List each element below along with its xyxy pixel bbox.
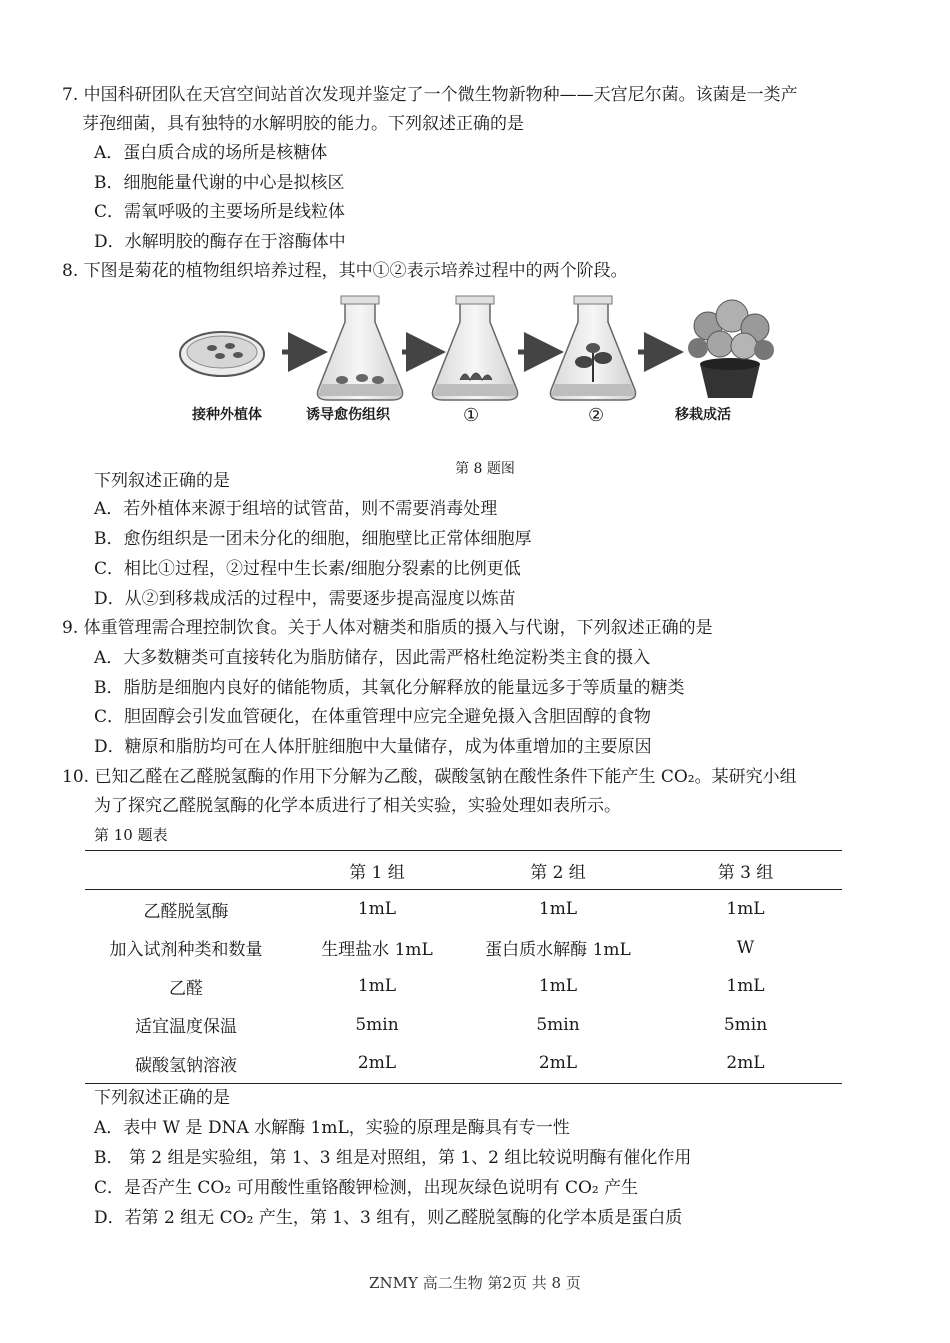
q10-table-title: 第 10 题表	[94, 826, 168, 844]
petri-dish-icon	[180, 332, 264, 376]
table-cell: 蛋白质水解酶 1mL	[485, 940, 631, 961]
q8-lead: 下列叙述正确的是	[94, 471, 230, 491]
q10-stem-line2: 为了探究乙醛脱氢酶的化学本质进行了相关实验，实验处理如表所示。	[94, 796, 621, 816]
table-cell: 2mL	[287, 1044, 467, 1083]
q7-option-c: C．需氧呼吸的主要场所是线粒体	[94, 202, 346, 222]
q8-option-d: D．从②到移栽成活的过程中，需要逐步提高湿度以炼苗	[94, 589, 516, 609]
table-cell: 1mL	[538, 899, 578, 920]
table-cell: 1mL	[357, 976, 397, 997]
figure-label-stage1: ①	[463, 405, 480, 426]
figure-label-stage2: ②	[588, 405, 605, 426]
table-cell: 加入试剂种类和数量	[109, 940, 263, 961]
table-header-cell: 第 1 组	[287, 851, 467, 890]
q8-option-a: A．若外植体来源于组培的试管苗，则不需要消毒处理	[94, 499, 498, 519]
table-cell: 1mL	[726, 976, 765, 997]
q7-stem-line2: 芽孢细菌，具有独特的水解明胶的能力。下列叙述正确的是	[82, 114, 524, 134]
q9-option-c: C．胆固醇会引发血管硬化，在体重管理中应完全避免摄入含胆固醇的食物	[94, 707, 652, 727]
q9-option-b: B．脂肪是细胞内良好的储能物质，其氧化分解释放的能量远多于等质量的糖类	[94, 678, 685, 698]
table-cell: 1mL	[726, 899, 765, 920]
q10-option-b: B． 第 2 组是实验组，第 1、3 组是对照组，第 1、2 组比较说明酶有催化作用	[94, 1148, 692, 1168]
q7-option-a: A．蛋白质合成的场所是核糖体	[94, 143, 328, 163]
figure-label-transplant: 移栽成活	[675, 407, 731, 423]
q8-option-c: C．相比①过程，②过程中生长素/细胞分裂素的比例更低	[94, 559, 521, 579]
table-row	[85, 890, 842, 929]
table-cell: 乙醛	[169, 978, 203, 999]
q8-figure-caption: 第 8 题图	[455, 461, 515, 477]
table-header-row	[85, 851, 842, 890]
table-cell: 生理盐水 1mL	[321, 940, 433, 961]
potted-flower-icon	[688, 300, 774, 398]
table-header-cell: 第 2 组	[467, 851, 649, 890]
table-cell: 2mL	[649, 1044, 842, 1083]
q8-stem: 8. 下图是菊花的植物组织培养过程，其中①②表示培养过程中的两个阶段。	[62, 261, 628, 281]
q10-option-d: D．若第 2 组无 CO₂ 产生，第 1、3 组有，则乙醛脱氢酶的化学本质是蛋白质	[94, 1208, 683, 1228]
table-cell: 1mL	[357, 899, 397, 920]
figure-label-explant: 接种外植体	[192, 407, 262, 423]
table-cell: 5min	[355, 1014, 399, 1035]
q10-table	[85, 850, 842, 1084]
q8-option-b: B．愈伤组织是一团未分化的细胞，细胞壁比正常体细胞厚	[94, 529, 532, 549]
figure-label-callus: 诱导愈伤组织	[306, 407, 390, 423]
table-row	[85, 1006, 842, 1045]
q9-option-d: D．糖原和脂肪均可在人体肝脏细胞中大量储存，成为体重增加的主要原因	[94, 737, 652, 757]
table-row	[85, 967, 842, 1006]
table-cell: 适宜温度保温	[135, 1017, 237, 1038]
q10-lead: 下列叙述正确的是	[94, 1088, 230, 1108]
table-cell: W	[736, 937, 755, 958]
q7-stem-line1: 7. 中国科研团队在天宫空间站首次发现并鉴定了一个微生物新物种——天宫尼尔菌。该菌是一类产	[62, 85, 798, 105]
flask-callus-icon	[317, 296, 402, 400]
table-header-cell	[85, 851, 287, 890]
tissue-culture-figure	[170, 292, 790, 432]
q9-stem: 9. 体重管理需合理控制饮食。关于人体对糖类和脂质的摄入与代谢，下列叙述正确的是	[62, 618, 713, 638]
q10-stem-line1: 10. 已知乙醛在乙醛脱氢酶的作用下分解为乙酸，碳酸氢钠在酸性条件下能产生 CO₂。某研究小组	[62, 767, 797, 787]
q10-option-c: C．是否产生 CO₂ 可用酸性重铬酸钾检测，出现灰绿色说明有 CO₂ 产生	[94, 1178, 639, 1198]
table-cell: 1mL	[538, 976, 578, 997]
q10-option-a: A．表中 W 是 DNA 水解酶 1mL，实验的原理是酶具有专一性	[94, 1118, 570, 1138]
table-row	[85, 1044, 842, 1083]
table-cell: 5min	[536, 1014, 580, 1035]
table-cell: 乙醛脱氢酶	[143, 901, 229, 922]
table-cell: 5min	[723, 1014, 768, 1035]
page-footer: ZNMY 高二生物 第2页 共 8 页	[369, 1274, 581, 1292]
table-header-cell: 第 3 组	[649, 851, 842, 890]
q7-option-d: D．水解明胶的酶存在于溶酶体中	[94, 232, 346, 252]
table-row	[85, 929, 842, 968]
table-cell: 2mL	[467, 1044, 649, 1083]
q9-option-a: A．大多数糖类可直接转化为脂肪储存，因此需严格杜绝淀粉类主食的摄入	[94, 648, 651, 668]
q7-option-b: B．细胞能量代谢的中心是拟核区	[94, 173, 345, 193]
flask-stage1-icon	[432, 296, 517, 400]
table-cell: 碳酸氢钠溶液	[85, 1044, 287, 1083]
flask-stage2-icon	[550, 296, 635, 400]
